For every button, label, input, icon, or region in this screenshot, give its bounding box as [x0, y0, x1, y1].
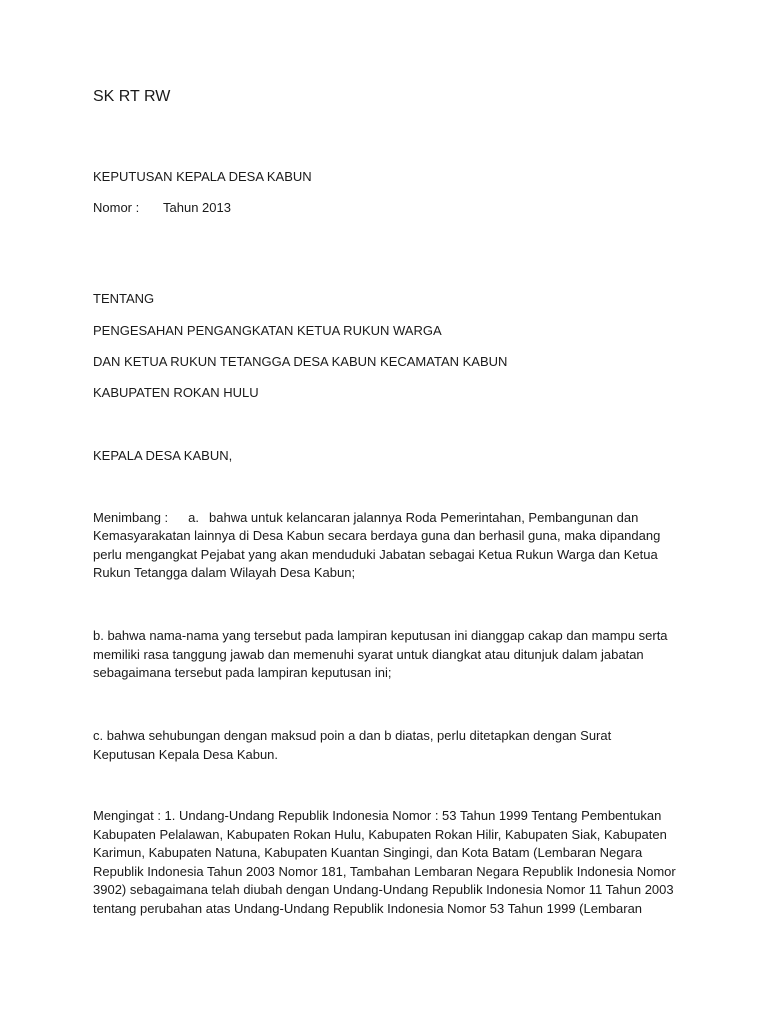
menimbang-label: Menimbang :	[93, 510, 169, 525]
nomor-line	[93, 199, 231, 217]
tahun-text: Tahun 2013	[163, 200, 231, 215]
subject-line-2: DAN KETUA RUKUN TETANGGA DESA KABUN KECAMATAN KABUN	[93, 354, 508, 369]
menimbang-b-line-3: sebagaimana tersebut pada lampiran keputusan ini;	[93, 665, 392, 680]
nomor-label: Nomor :	[93, 200, 140, 215]
mengingat-line-2: Kabupaten Pelalawan, Kabupaten Rokan Hulu, Kabupaten Rokan Hilir, Kabupaten Siak, Kabupaten	[93, 827, 667, 842]
menimbang-a-line-2: Kemasyarakatan lainnya di Desa Kabun secara berdaya guna dan berhasil guna, maka dipandang	[93, 528, 661, 543]
menimbang-c-line-2: Keputusan Kepala Desa Kabun.	[93, 747, 279, 762]
mengingat-line-5: 3902) sebagaimana telah diubah dengan Undang-Undang Republik Indonesia Nomor 11 Tahun 2003	[93, 882, 674, 897]
menimbang-a-line-3: perlu mengangkat Pejabat yang akan menduduki Jabatan sebagai Ketua Rukun Warga dan Ketua	[93, 547, 658, 562]
menimbang-a-marker: a.	[188, 510, 199, 525]
mengingat-line-3: Karimun, Kabupaten Natuna, Kabupaten Kuantan Singingi, dan Kota Batam (Lembaran Negara	[93, 845, 643, 860]
doc-title: SK RT RW	[93, 88, 171, 105]
tentang-label: TENTANG	[93, 291, 155, 306]
decision-title: KEPUTUSAN KEPALA DESA KABUN	[93, 169, 312, 184]
menimbang-b-line-1: b. bahwa nama-nama yang tersebut pada lampiran keputusan ini dianggap cakap dan mampu serta	[93, 628, 668, 643]
menimbang-a-line-1	[93, 509, 638, 527]
menimbang-a-line-4: Rukun Tetangga dalam Wilayah Desa Kabun;	[93, 565, 356, 580]
mengingat-line-6: tentang perubahan atas Undang-Undang Republik Indonesia Nomor 53 Tahun 1999 (Lembaran	[93, 901, 643, 916]
authority-heading: KEPALA DESA KABUN,	[93, 448, 233, 463]
menimbang-a-text: bahwa untuk kelancaran jalannya Roda Pemerintahan, Pembangunan dan	[209, 510, 639, 525]
mengingat-line-4: Republik Indonesia Tahun 2003 Nomor 181, Tambahan Lembaran Negara Republik Indonesia Nomor	[93, 864, 676, 879]
menimbang-b-line-2: memiliki rasa tanggung jawab dan memenuhi syarat untuk diangkat atau ditunjuk dalam jabatan	[93, 647, 644, 662]
subject-line-3: KABUPATEN ROKAN HULU	[93, 385, 259, 400]
menimbang-c-line-1: c. bahwa sehubungan dengan maksud poin a dan b diatas, perlu ditetapkan dengan Surat	[93, 728, 612, 743]
subject-line-1: PENGESAHAN PENGANGKATAN KETUA RUKUN WARGA	[93, 323, 442, 338]
mengingat-line-1: Mengingat : 1. Undang-Undang Republik Indonesia Nomor : 53 Tahun 1999 Tentang Pembentukan	[93, 808, 662, 823]
